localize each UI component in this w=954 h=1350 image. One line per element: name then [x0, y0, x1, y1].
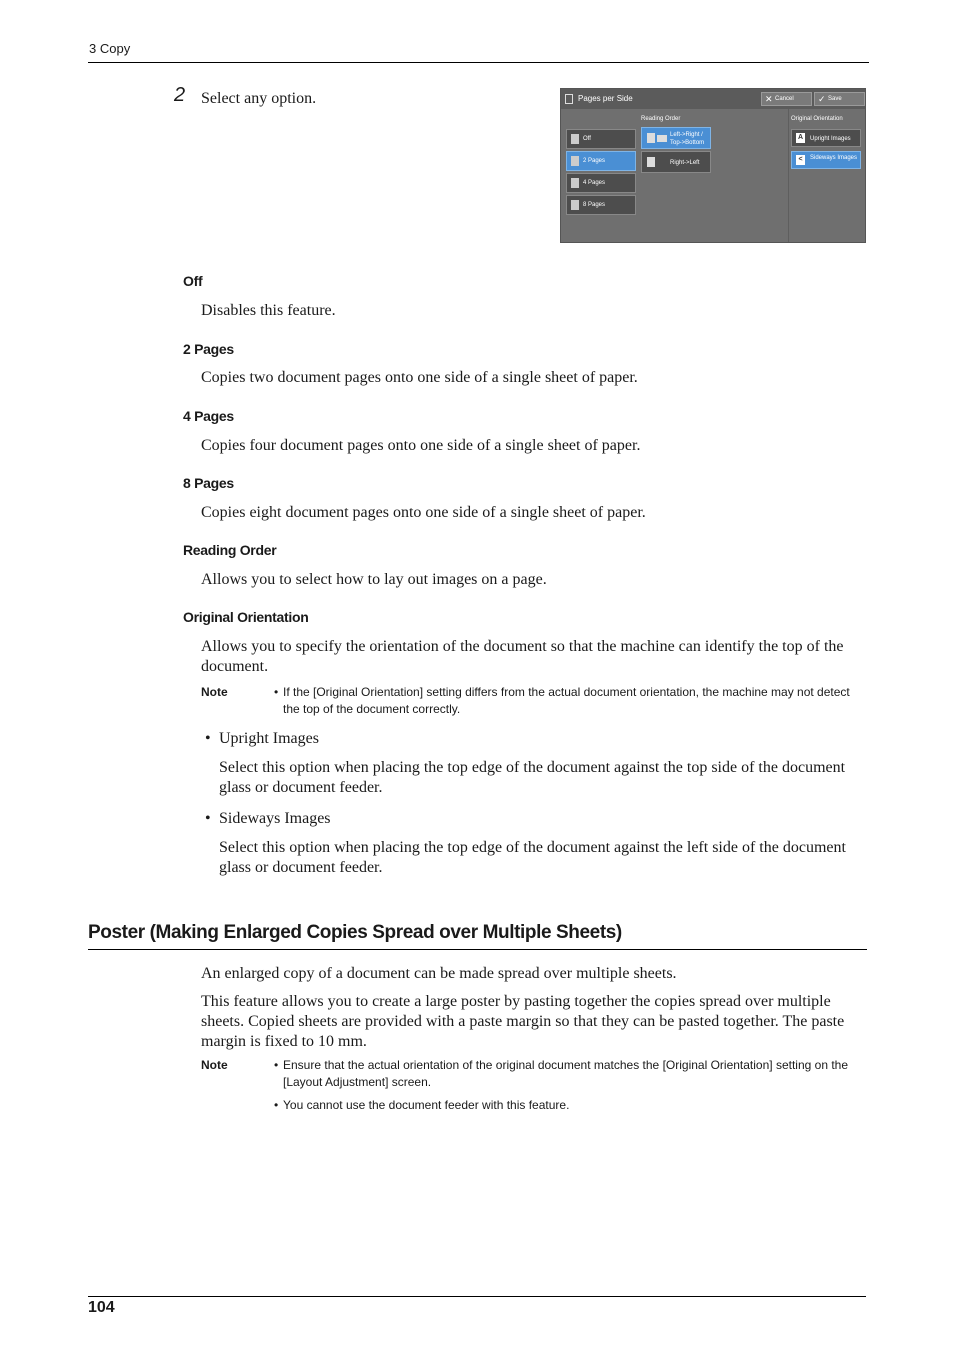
bullet-marker: • [205, 730, 211, 747]
note-label: Note [201, 685, 228, 699]
header-rule [88, 62, 869, 63]
option-right-left[interactable]: Right->Left [641, 151, 711, 173]
pages-per-side-icon [565, 94, 573, 104]
reading-order-label: Reading Order [641, 116, 681, 122]
page-number: 104 [88, 1299, 115, 1316]
bullet-text-upright: Select this option when placing the top edge of the document against the top side of the document glass or document feeder. [219, 759, 846, 796]
screen-title: Pages per Side [578, 94, 633, 103]
section-heading-2-pages: 2 Pages [183, 341, 234, 357]
option-8-pages[interactable]: 8 Pages [566, 195, 636, 215]
option-upright-images[interactable]: A Upright Images [791, 129, 861, 147]
original-orientation-label: Original Orientation [791, 116, 843, 122]
cancel-button[interactable]: ✕ Cancel [761, 92, 812, 106]
option-off[interactable]: Off [566, 129, 636, 149]
page-icon [571, 200, 579, 210]
section-heading-original-orientation: Original Orientation [183, 609, 309, 625]
page-icon [571, 178, 579, 188]
page-icon [571, 134, 579, 144]
step-text: Select any option. [201, 90, 317, 107]
reading-order-icon [647, 133, 655, 143]
option-2-pages[interactable]: 2 Pages [566, 151, 636, 171]
section-text-8-pages: Copies eight document pages onto one side of a single sheet of paper. [201, 504, 646, 521]
poster-heading-rule [88, 949, 867, 950]
check-icon: ✓ [818, 94, 826, 104]
poster-note-2: You cannot use the document feeder with this feature. [283, 1098, 570, 1112]
bullet-title-sideways: Sideways Images [219, 810, 331, 827]
section-heading-reading-order: Reading Order [183, 542, 277, 558]
page-icon [571, 156, 579, 166]
section-text-original-orientation: Allows you to specify the orientation of the document so that the machine can identify the top of the document. [201, 638, 844, 675]
panel-divider [788, 109, 789, 243]
poster-heading: Poster (Making Enlarged Copies Spread over Multiple Sheets) [88, 922, 622, 943]
section-heading-8-pages: 8 Pages [183, 475, 234, 491]
poster-note-label: Note [201, 1058, 228, 1072]
option-left-right[interactable]: Left->Right / Top->Bottom [641, 127, 711, 149]
upright-icon: A [797, 134, 804, 141]
bullet-marker: • [205, 810, 211, 827]
section-heading-off: Off [183, 273, 203, 289]
note-text: If the [Original Orientation] setting differs from the actual document orientation, the machine may not detect the top of the document correctly. [283, 685, 850, 716]
poster-note-1: Ensure that the actual orientation of the original document matches the [Original Orientation] setting on the [Layout Adjustment] screen. [283, 1058, 849, 1089]
step-number: 2 [174, 84, 186, 106]
option-sideways-images[interactable]: < Sideways Images [791, 151, 861, 169]
note-bullet: • [274, 685, 279, 699]
section-text-2-pages: Copies two document pages onto one side of a single sheet of paper. [201, 369, 638, 386]
save-button[interactable]: ✓ Save [814, 92, 865, 106]
reading-order-icon [657, 135, 667, 142]
pages-per-side-screenshot [560, 88, 866, 243]
note-bullet: • [274, 1098, 279, 1112]
note-bullet: • [274, 1058, 279, 1072]
poster-para-1: An enlarged copy of a document can be made spread over multiple sheets. [201, 965, 677, 982]
section-text-reading-order: Allows you to select how to lay out images on a page. [201, 571, 547, 588]
bullet-text-sideways: Select this option when placing the top edge of the document against the left side of the document glass or document feeder. [219, 839, 846, 876]
bullet-title-upright: Upright Images [219, 730, 319, 747]
chapter-header: 3 Copy [89, 41, 131, 56]
section-text-off: Disables this feature. [201, 302, 336, 319]
close-icon: ✕ [765, 94, 773, 104]
sideways-icon: < [796, 155, 805, 165]
screen-titlebar [561, 89, 865, 109]
section-text-4-pages: Copies four document pages onto one side of a single sheet of paper. [201, 437, 641, 454]
poster-para-2: This feature allows you to create a large poster by pasting together the copies spread over multiple sheets. Copied sheets are provided with a paste margin so that they can be pasted together. The paste margin is fixed to 10 mm. [201, 993, 845, 1050]
reading-order-icon [647, 157, 655, 167]
footer-rule [88, 1296, 866, 1297]
option-4-pages[interactable]: 4 Pages [566, 173, 636, 193]
section-heading-4-pages: 4 Pages [183, 408, 234, 424]
